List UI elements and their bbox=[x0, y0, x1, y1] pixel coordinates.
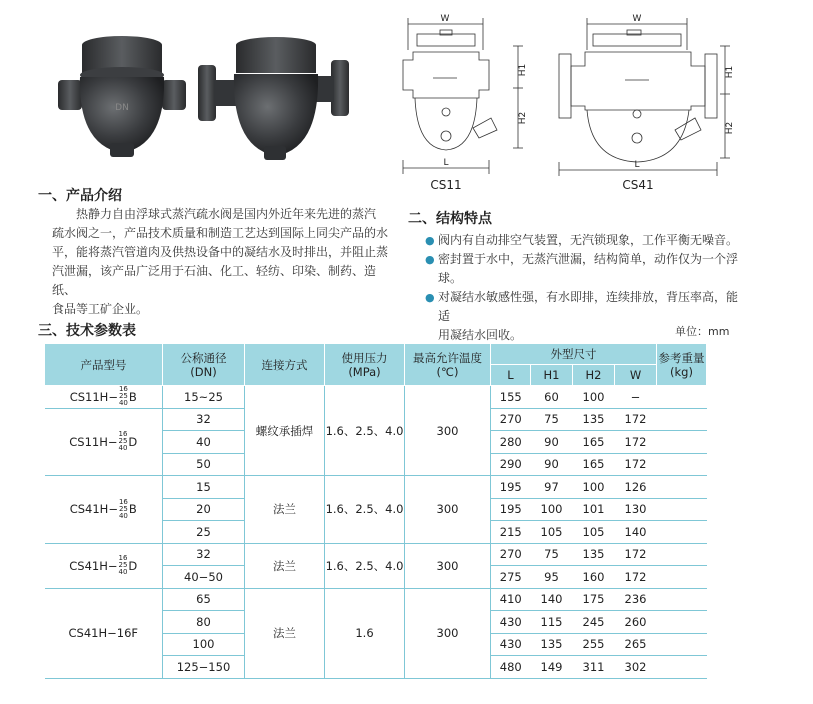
dn-cell: 80 bbox=[163, 611, 245, 634]
dn-cell: 20 bbox=[163, 498, 245, 521]
h1-cell: 90 bbox=[531, 453, 573, 476]
w-cell: 260 bbox=[615, 611, 657, 634]
dn-cell: 15 bbox=[163, 476, 245, 499]
unit-label: 单位：mm bbox=[675, 325, 730, 338]
dn-cell: 40−50 bbox=[163, 566, 245, 589]
bullet-icon: ● bbox=[425, 291, 435, 304]
temp-cell: 300 bbox=[405, 386, 491, 476]
dn-cell: 32 bbox=[163, 543, 245, 566]
cs11-dim-w: W bbox=[440, 14, 450, 24]
weight-cell bbox=[657, 633, 707, 656]
weight-cell bbox=[657, 656, 707, 679]
table-row bbox=[45, 386, 707, 409]
cs41-drawing bbox=[555, 10, 735, 180]
h2-cell: 255 bbox=[573, 633, 615, 656]
dn-cell: 40 bbox=[163, 431, 245, 454]
table-row bbox=[45, 588, 707, 611]
w-cell: 140 bbox=[615, 521, 657, 544]
h2-cell: 101 bbox=[573, 498, 615, 521]
h1-cell: 115 bbox=[531, 611, 573, 634]
connection-cell: 螺纹承插焊 bbox=[245, 386, 325, 476]
h2-cell: 100 bbox=[573, 476, 615, 499]
header-w: W bbox=[615, 365, 657, 386]
h1-cell: 60 bbox=[531, 386, 573, 409]
cs41-dim-h2: H2 bbox=[725, 121, 735, 135]
cs11-caption: CS11 bbox=[430, 178, 462, 192]
feature-item: ● 对凝结水敏感性强，有水即排，连续排放，背压率高，能适 bbox=[425, 290, 739, 323]
connection-cell: 法兰 bbox=[245, 476, 325, 544]
w-cell: 130 bbox=[615, 498, 657, 521]
cs11-drawing bbox=[393, 10, 533, 180]
l-cell: 280 bbox=[491, 431, 531, 454]
cs41-dim-w: W bbox=[632, 14, 642, 24]
table-row bbox=[45, 476, 707, 499]
h2-cell: 311 bbox=[573, 656, 615, 679]
l-cell: 215 bbox=[491, 521, 531, 544]
cs41-dim-h1: H1 bbox=[725, 65, 735, 79]
weight-cell bbox=[657, 498, 707, 521]
weight-cell bbox=[657, 566, 707, 589]
w-cell: 236 bbox=[615, 588, 657, 611]
h1-cell: 97 bbox=[531, 476, 573, 499]
temp-cell: 300 bbox=[405, 588, 491, 678]
h1-cell: 95 bbox=[531, 566, 573, 589]
feature-item: ● 密封置于水中，无蒸汽泄漏，结构简单，动作仅为一个浮球。 bbox=[425, 252, 739, 285]
table-row bbox=[45, 543, 707, 566]
model-cell: CS41H− 16 25 40 D bbox=[45, 543, 163, 588]
w-cell: 265 bbox=[615, 633, 657, 656]
weight-cell bbox=[657, 431, 707, 454]
header-pressure: 使用压力 (MPa) bbox=[325, 344, 405, 386]
spec-table bbox=[44, 343, 707, 679]
intro-line: 热静力自由浮球式蒸汽疏水阀是国内外近年来先进的蒸汽 bbox=[76, 207, 377, 221]
h2-cell: 160 bbox=[573, 566, 615, 589]
header-temp: 最高允许温度 (℃) bbox=[405, 344, 491, 386]
intro-line: 汽泄漏，该产品广泛用于石油、化工、轻纺、印染、制药、造纸、 bbox=[52, 264, 377, 297]
l-cell: 430 bbox=[491, 633, 531, 656]
cs11-dim-l: L bbox=[443, 158, 449, 168]
h1-cell: 135 bbox=[531, 633, 573, 656]
h2-cell: 245 bbox=[573, 611, 615, 634]
cs11-dim-h2: H2 bbox=[518, 111, 528, 125]
temp-cell: 300 bbox=[405, 476, 491, 544]
weight-cell bbox=[657, 543, 707, 566]
l-cell: 195 bbox=[491, 498, 531, 521]
h1-cell: 140 bbox=[531, 588, 573, 611]
l-cell: 410 bbox=[491, 588, 531, 611]
feature-item: ● 阀内有自动排空气装置，无汽锁现象，工作平衡无噪音。 bbox=[425, 231, 745, 250]
w-cell: 172 bbox=[615, 543, 657, 566]
intro-line: 疏水阀之一，产品技术质量和制造工艺达到国际上同尖产品的水 bbox=[52, 226, 389, 240]
h1-cell: 90 bbox=[531, 431, 573, 454]
header-h2: H2 bbox=[573, 365, 615, 386]
dn-cell: 15~25 bbox=[163, 386, 245, 409]
w-cell: 172 bbox=[615, 408, 657, 431]
temp-cell: 300 bbox=[405, 543, 491, 588]
h1-cell: 105 bbox=[531, 521, 573, 544]
h2-cell: 135 bbox=[573, 543, 615, 566]
w-cell: 172 bbox=[615, 431, 657, 454]
header-model: 产品型号 bbox=[45, 344, 163, 386]
header-dn: 公称通径 (DN) bbox=[163, 344, 245, 386]
weight-cell bbox=[657, 408, 707, 431]
dn-cell: 25 bbox=[163, 521, 245, 544]
intro-line: 平，能将蒸汽管道肉及供热设备中的凝结水及时排出，并阻止蒸 bbox=[52, 245, 389, 259]
l-cell: 275 bbox=[491, 566, 531, 589]
header-dims: 外型尺寸 bbox=[491, 344, 657, 365]
h2-cell: 175 bbox=[573, 588, 615, 611]
features-title: 二、结构特点 bbox=[408, 211, 492, 227]
w-cell: 172 bbox=[615, 453, 657, 476]
pressure-cell: 1.6 bbox=[325, 588, 405, 678]
feature-item-continued: 用凝结水回收。 bbox=[438, 328, 523, 342]
intro-line: 食品等工矿企业。 bbox=[52, 302, 149, 316]
cs11-product-photo bbox=[52, 25, 192, 165]
dn-cell: 125−150 bbox=[163, 656, 245, 679]
cs41-dim-l: L bbox=[634, 160, 640, 170]
bullet-icon: ● bbox=[425, 234, 435, 247]
l-cell: 155 bbox=[491, 386, 531, 409]
h2-cell: 135 bbox=[573, 408, 615, 431]
pressure-cell: 1.6、2.5、4.0 bbox=[325, 476, 405, 544]
h1-cell: 149 bbox=[531, 656, 573, 679]
intro-title: 一、产品介绍 bbox=[38, 188, 122, 204]
h1-cell: 75 bbox=[531, 408, 573, 431]
header-l: L bbox=[491, 365, 531, 386]
dn-cell: 32 bbox=[163, 408, 245, 431]
pressure-cell: 1.6、2.5、4.0 bbox=[325, 386, 405, 476]
weight-cell bbox=[657, 476, 707, 499]
h2-cell: 165 bbox=[573, 431, 615, 454]
model-cell: CS11H− 16 25 40 D bbox=[45, 408, 163, 476]
bullet-icon: ● bbox=[425, 253, 435, 266]
l-cell: 270 bbox=[491, 543, 531, 566]
cs11-dim-h1: H1 bbox=[518, 63, 528, 77]
h2-cell: 165 bbox=[573, 453, 615, 476]
weight-cell bbox=[657, 611, 707, 634]
w-cell: − bbox=[615, 386, 657, 409]
connection-cell: 法兰 bbox=[245, 543, 325, 588]
header-connection: 连接方式 bbox=[245, 344, 325, 386]
l-cell: 290 bbox=[491, 453, 531, 476]
h1-cell: 100 bbox=[531, 498, 573, 521]
h1-cell: 75 bbox=[531, 543, 573, 566]
pressure-cell: 1.6、2.5、4.0 bbox=[325, 543, 405, 588]
weight-cell bbox=[657, 521, 707, 544]
dn-cell: 100 bbox=[163, 633, 245, 656]
l-cell: 270 bbox=[491, 408, 531, 431]
weight-cell bbox=[657, 453, 707, 476]
weight-cell bbox=[657, 386, 707, 409]
w-cell: 172 bbox=[615, 566, 657, 589]
cs41-product-photo bbox=[196, 30, 351, 165]
intro-paragraph bbox=[52, 205, 392, 319]
model-cell: CS11H− 16 25 40 B bbox=[45, 386, 163, 409]
w-cell: 126 bbox=[615, 476, 657, 499]
cs41-caption: CS41 bbox=[622, 178, 654, 192]
params-title: 三、技术参数表 bbox=[38, 323, 136, 339]
dn-cell: 50 bbox=[163, 453, 245, 476]
l-cell: 480 bbox=[491, 656, 531, 679]
h2-cell: 100 bbox=[573, 386, 615, 409]
h2-cell: 105 bbox=[573, 521, 615, 544]
model-cell: CS41H− 16 25 40 B bbox=[45, 476, 163, 544]
l-cell: 195 bbox=[491, 476, 531, 499]
w-cell: 302 bbox=[615, 656, 657, 679]
header-h1: H1 bbox=[531, 365, 573, 386]
model-cell: CS41H−16F bbox=[45, 588, 163, 678]
svg-text:DN: DN bbox=[115, 103, 129, 113]
header-weight: 参考重量 (kg) bbox=[657, 344, 707, 386]
l-cell: 430 bbox=[491, 611, 531, 634]
dn-cell: 65 bbox=[163, 588, 245, 611]
connection-cell: 法兰 bbox=[245, 588, 325, 678]
weight-cell bbox=[657, 588, 707, 611]
